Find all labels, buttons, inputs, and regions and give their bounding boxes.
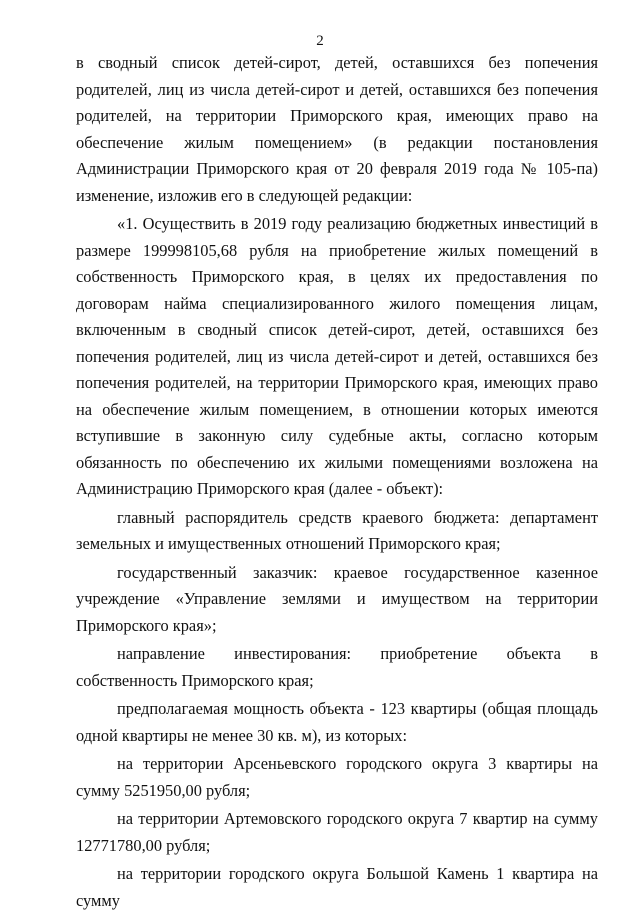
paragraph-chief-manager: главный распорядитель средств краевого бюджета: департамент земельных и имущественных отношений Приморского края; (76, 507, 598, 553)
paragraph-state-customer: государственный заказчик: краевое государственное казенное учреждение «Управление землями и имуществом на территории Приморского края»; (76, 562, 598, 635)
page-number: 2 (316, 33, 324, 49)
paragraph-intro-continuation: в сводный список детей-сирот, детей, оставшихся без попечения родителей, лиц из числа детей-сирот и детей, оставшихся без попечения родителей, на территории Приморского края, имеющих право на обеспечение жилым помещением» (в редакции постановления Администрации Приморского края от 20 февраля 2019 года № 105-па) изменение, изложив его в следующей редакции: (76, 53, 598, 205)
paragraph-arsenyev: на территории Арсеньевского городского округа 3 квартиры на сумму 5251950,00 рубля; (76, 754, 598, 800)
document-body (76, 50, 598, 914)
paragraph-investment-direction: направление инвестирования: приобретение объекта в собственность Приморского края; (76, 644, 598, 690)
paragraph-item-1: «1. Осуществить в 2019 году реализацию бюджетных инвестиций в размере 199998105,68 рубля на приобретение жилых помещений в собственность Приморского края, в целях их предоставления по договорам найма специализированного жилого помещения лицам, включенным в сводный список детей-сирот, детей, оставшихся без попечения родителей, лиц из числа детей-сирот и детей, оставшихся без попечения родителей, на территории Приморского края, имеющих право на обеспечение жилым помещением, в отношении которых имеются вступившие в законную силу судебные акты, согласно которым обязанность по обеспечению их жилыми помещениями возложена на Администрацию Приморского края (далее - объект): (76, 214, 598, 498)
paragraph-object-capacity: предполагаемая мощность объекта - 123 квартиры (общая площадь одной квартиры не менее 30 кв. м), из которых: (76, 699, 598, 745)
paragraph-artem: на территории Артемовского городского округа 7 квартир на сумму 12771780,00 рубля; (76, 809, 598, 855)
paragraph-bolshoy-kamen: на территории городского округа Большой Камень 1 квартира на сумму (76, 864, 598, 910)
